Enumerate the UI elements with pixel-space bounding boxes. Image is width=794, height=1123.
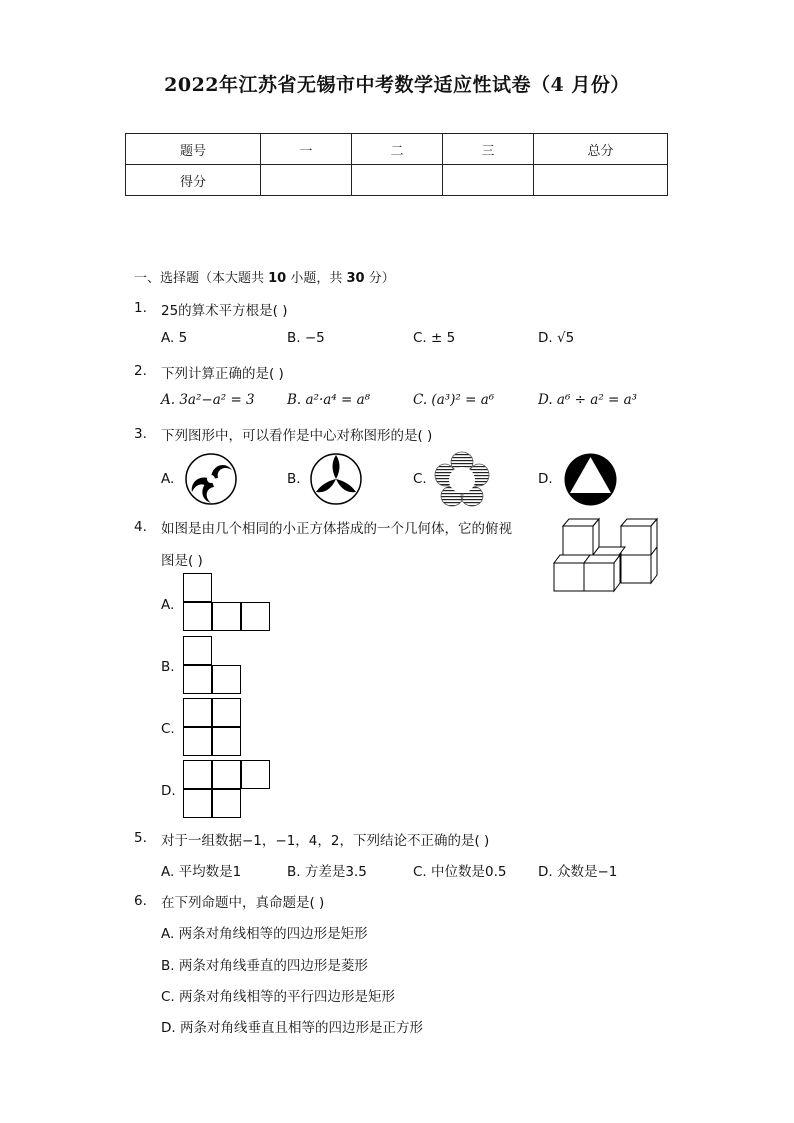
option-b[interactable]: B. 方差是3.5 [287,864,367,880]
option-c[interactable]: C. (a³)² = a⁶ [413,392,495,408]
question-text: 如图是由几个相同的小正方体搭成的一个几何体，它的俯视 [161,521,512,537]
question-number: 6. [134,893,147,909]
question-text: 下列图形中，可以看作是中心对称图形的是( ) [161,428,433,444]
option-d[interactable]: D. 众数是−1 [538,864,618,880]
row-label-cell: 得分 [126,165,261,196]
question-text: 在下列命题中，真命题是( ) [161,895,325,911]
option-a[interactable]: A. 5 [161,330,188,346]
option-d[interactable]: D. [161,783,176,799]
question-number: 5. [134,830,147,846]
option-c[interactable]: C. ± 5 [413,330,456,346]
score-table [125,133,668,196]
three-petal-icon [309,452,363,506]
option-a[interactable]: A. 3a²−a² = 3 [161,392,255,408]
question-text: 下列计算正确的是( ) [161,366,284,382]
option-d[interactable]: D. [538,471,553,487]
option-b[interactable]: B. [287,471,301,487]
header-cell: 三 [443,134,534,165]
question-number: 2. [134,363,147,379]
question-number: 1. [134,300,147,316]
triple-swirl-icon [184,452,238,506]
option-a[interactable]: A. [161,597,175,613]
question-number: 4. [134,519,147,535]
option-b[interactable]: B. a²·a⁴ = a⁸ [287,392,371,408]
option-b[interactable]: B. −5 [287,330,325,346]
option-a[interactable]: A. 平均数是1 [161,864,242,880]
question-text: 25的算术平方根是( ) [161,303,288,319]
option-b[interactable]: B. 两条对角线垂直的四边形是菱形 [161,958,368,974]
flower-icon [434,451,490,507]
option-c[interactable]: C. [413,471,427,487]
section-heading: 一、选择题（本大题共 10 小题，共 30 分） [134,271,395,286]
cube-stack-figure [550,517,662,593]
header-cell: 题号 [126,134,261,165]
option-d[interactable]: D. √5 [538,330,575,346]
header-cell: 二 [352,134,443,165]
option-a[interactable]: A. 两条对角线相等的四边形是矩形 [161,926,368,942]
option-b[interactable]: B. [161,659,175,675]
question-number: 3. [134,426,147,442]
score-cell[interactable] [534,165,668,196]
option-a[interactable]: A. [161,471,175,487]
score-table-score-row [126,165,668,196]
option-d[interactable]: D. a⁶ ÷ a² = a³ [538,392,638,408]
option-c[interactable]: C. 两条对角线相等的平行四边形是矩形 [161,989,396,1005]
question-text: 对于一组数据−1，−1，4，2，下列结论不正确的是( ) [161,833,490,849]
circle-triangle-icon [563,452,618,507]
option-c[interactable]: C. [161,721,175,737]
option-d[interactable]: D. 两条对角线垂直且相等的四边形是正方形 [161,1020,423,1036]
header-cell: 总分 [534,134,668,165]
score-cell[interactable] [443,165,534,196]
page-title: 2022年江苏省无锡市中考数学适应性试卷（4 月份） [164,74,630,96]
option-c[interactable]: C. 中位数是0.5 [413,864,507,880]
score-cell[interactable] [352,165,443,196]
header-cell: 一 [261,134,352,165]
question-text-continued: 图是( ) [161,553,203,569]
score-table-header-row [126,134,668,165]
score-cell[interactable] [261,165,352,196]
